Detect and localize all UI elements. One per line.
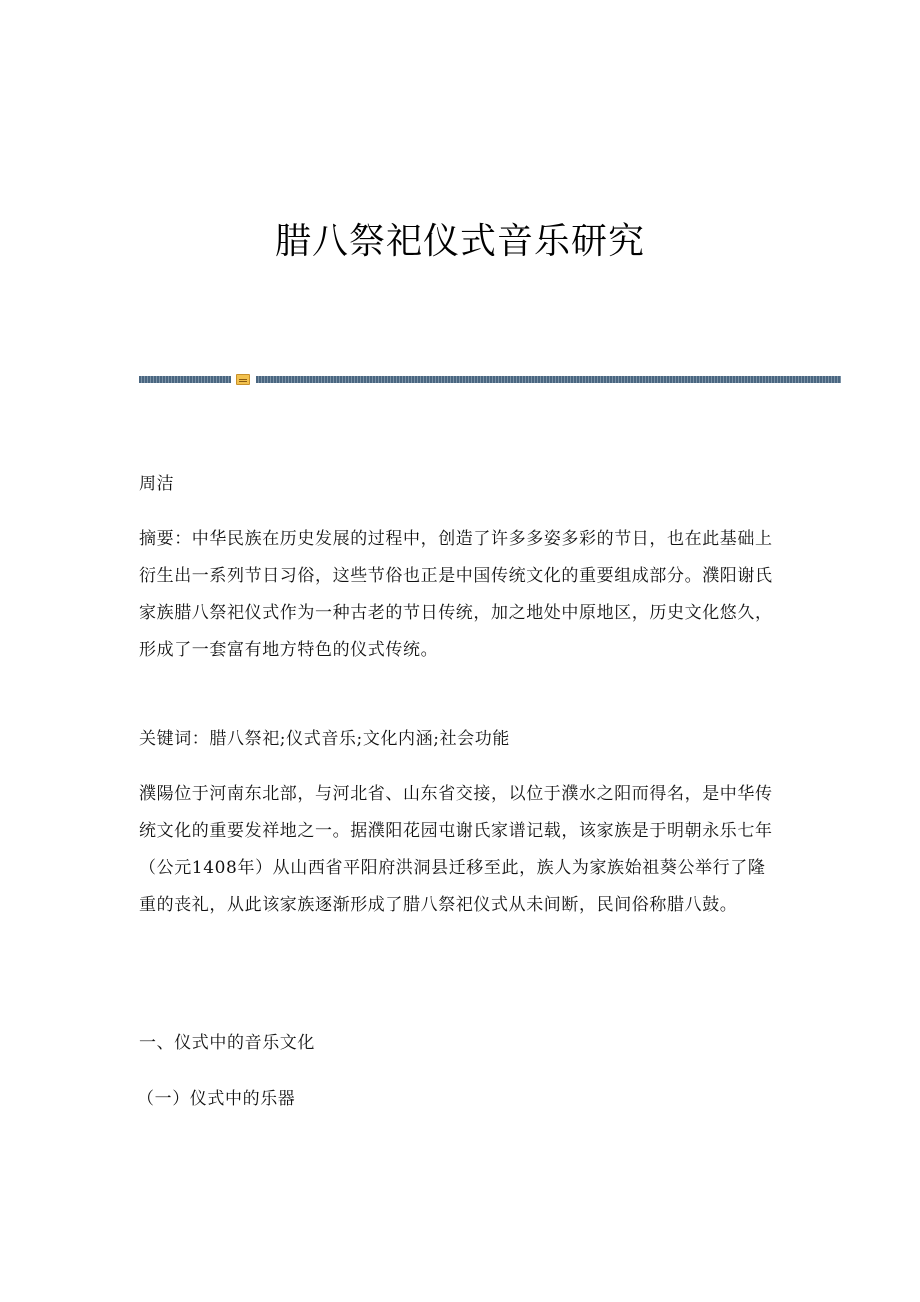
body-paragraph: 濮陽位于河南东北部，与河北省、山东省交接，以位于濮水之阳而得名，是中华传统文化的重要发祥地之一。据濮阳花园屯谢氏家谱记载，该家族是于明朝永乐七年（公元1408年）从山西省平阳府洪洞县迁移至此，族人为家族始祖葵公举行了隆重的丧礼，从此该家族逐渐形成了腊八祭祀仪式从未间断，民间俗称腊八鼓。 — [139, 784, 773, 915]
envelope-icon — [236, 374, 250, 385]
subsection-heading: （一）仪式中的乐器 — [137, 1089, 296, 1109]
divider-bar-left — [139, 376, 231, 383]
keywords-line: 关键词：腊八祭祀;仪式音乐;文化内涵;社会功能 — [139, 729, 510, 749]
abstract-paragraph: 摘要：中华民族在历史发展的过程中，创造了许多多姿多彩的节日，也在此基础上衍生出一系列节日习俗，这些节俗也正是中国传统文化的重要组成部分。濮阳谢氏家族腊八祭祀仪式作为一种古老的节日传统，加之地处中原地区，历史文化悠久，形成了一套富有地方特色的仪式传统。 — [139, 529, 773, 660]
title-divider — [139, 374, 841, 386]
section-heading: 一、仪式中的音乐文化 — [139, 1033, 315, 1053]
author-name: 周洁 — [139, 474, 175, 494]
divider-bar-right — [256, 376, 841, 383]
document-title: 腊八祭祀仪式音乐研究 — [274, 221, 645, 262]
